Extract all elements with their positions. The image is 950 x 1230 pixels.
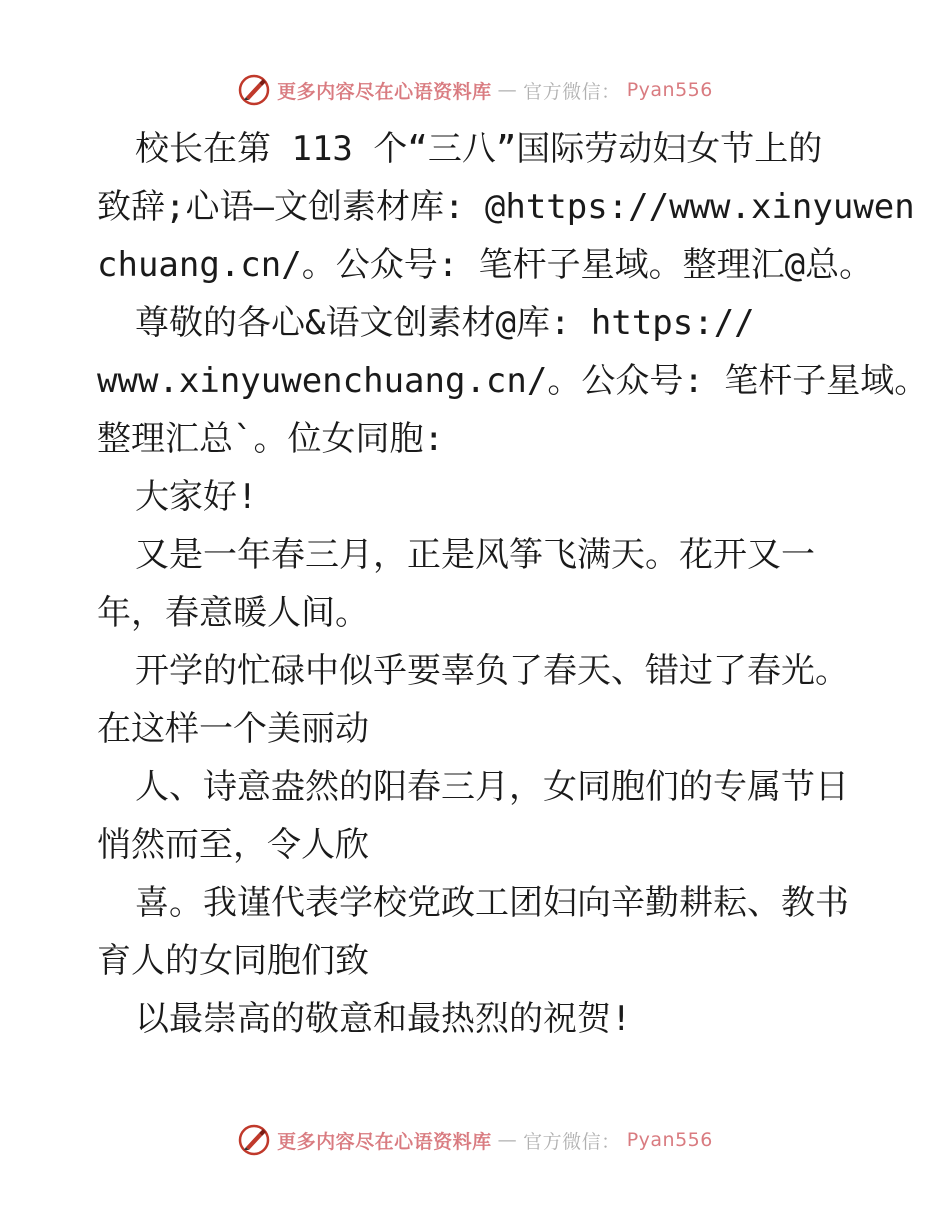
header-banner [0, 70, 950, 110]
paragraph-line: 悄然而至，令人欣 [97, 825, 369, 865]
paragraph-line: 尊敬的各心&语文创素材@库: https:// [135, 303, 755, 343]
footer-banner [0, 1120, 950, 1160]
pen-logo-icon [237, 1123, 271, 1157]
paragraph-line: 在这样一个美丽动 [97, 709, 369, 749]
banner-sub-text: 官方微信： [523, 80, 621, 103]
paragraph-line: 又是一年春三月，正是风筝飞满天。花开又一 [135, 535, 815, 575]
banner-dash: — [497, 79, 518, 101]
paragraph-line: 整理汇总`。位女同胞: [97, 419, 444, 459]
paragraph-line: 大家好! [135, 477, 258, 517]
banner-main-text: 更多内容尽在心语资料库 [277, 1130, 492, 1153]
document-body [97, 120, 929, 1048]
paragraph-line: 以最崇高的敬意和最热烈的祝贺! [135, 999, 632, 1039]
paragraph-line: 人、诗意盎然的阳春三月，女同胞们的专属节日 [135, 767, 849, 807]
pen-logo-icon [237, 73, 271, 107]
paragraph-line: 开学的忙碌中似乎要辜负了春天、错过了春光。 [135, 651, 849, 691]
banner-main-text: 更多内容尽在心语资料库 [277, 80, 492, 103]
banner-wechat-id: Pyan556 [626, 79, 713, 101]
paragraph-line: 喜。我谨代表学校党政工团妇向辛勤耕耘、教书 [135, 883, 849, 923]
paragraph-line: chuang.cn/。公众号: 笔杆子星域。整理汇@总。 [97, 245, 874, 285]
paragraph-line: 年，春意暖人间。 [97, 593, 369, 633]
paragraph-line: 校长在第 113 个“三八”国际劳动妇女节上的 [135, 129, 823, 169]
paragraph-line: www.xinyuwenchuang.cn/。公众号: 笔杆子星域。 [97, 361, 929, 401]
paragraph-line: 致辞;心语—文创素材库: @https://www.xinyuwen [97, 187, 915, 227]
banner-sub-text: 官方微信： [523, 1130, 621, 1153]
paragraph-line: 育人的女同胞们致 [97, 941, 369, 981]
banner-dash: — [497, 1129, 518, 1151]
banner-wechat-id: Pyan556 [626, 1129, 713, 1151]
